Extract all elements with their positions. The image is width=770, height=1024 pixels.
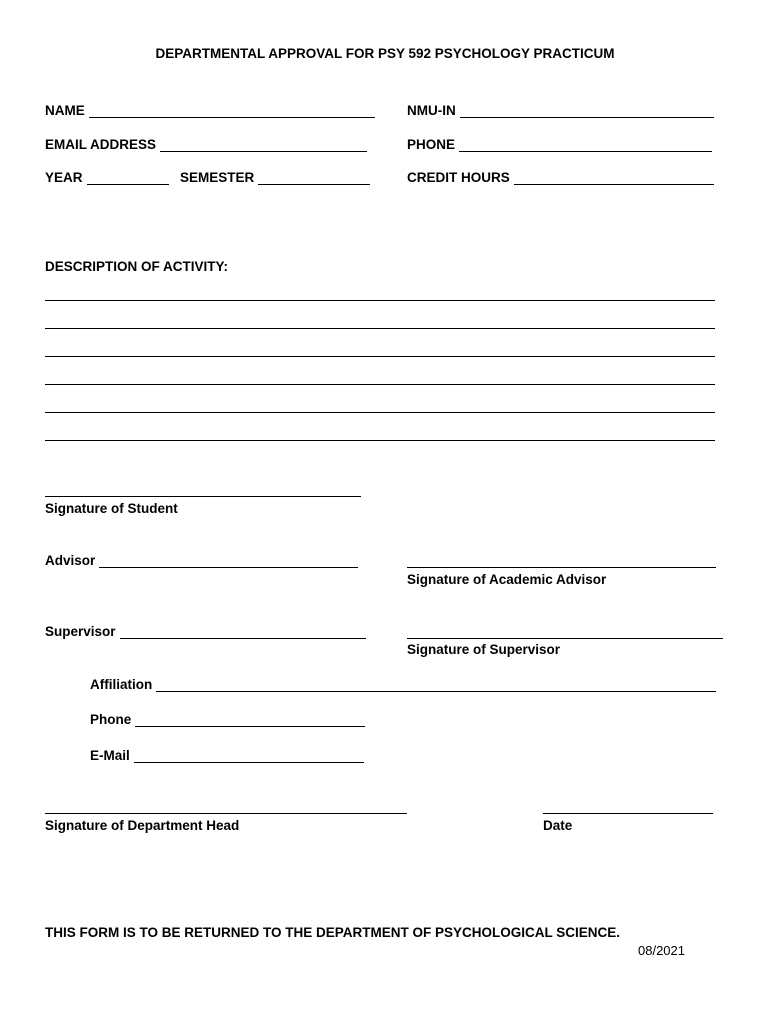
name-field-group [45,103,375,118]
description-line[interactable] [45,384,715,385]
affiliation-label: Affiliation [90,677,153,692]
supervisor-phone-label: Phone [90,712,132,727]
year-label: YEAR [45,170,83,185]
advisor-signature-line[interactable] [407,567,716,568]
advisor-input-line[interactable] [99,555,358,568]
semester-input-line[interactable] [258,172,370,185]
description-line[interactable] [45,328,715,329]
advisor-signature-label: Signature of Academic Advisor [407,572,607,587]
credit-hours-label: CREDIT HOURS [407,170,510,185]
supervisor-signature-line[interactable] [407,638,723,639]
supervisor-email-field-group [90,748,364,763]
email-field-group [45,137,367,152]
email-input-line[interactable] [160,139,367,152]
supervisor-field-group [45,624,366,639]
email-label: EMAIL ADDRESS [45,137,157,152]
credit-hours-input-line[interactable] [514,172,714,185]
nmu-in-input-line[interactable] [460,105,714,118]
supervisor-phone-field-group [90,712,365,727]
department-head-signature-line[interactable] [45,813,407,814]
date-line[interactable] [543,813,713,814]
supervisor-email-input-line[interactable] [134,750,364,763]
semester-field-group [180,170,370,185]
supervisor-phone-input-line[interactable] [135,714,365,727]
supervisor-signature-label: Signature of Supervisor [407,642,561,657]
affiliation-field-group [90,677,716,692]
supervisor-email-label: E-Mail [90,748,130,763]
name-label: NAME [45,103,85,118]
description-line[interactable] [45,440,715,441]
supervisor-input-line[interactable] [120,626,366,639]
semester-label: SEMESTER [180,170,255,185]
student-signature-label: Signature of Student [45,501,178,516]
description-line[interactable] [45,412,715,413]
nmu-in-label: NMU-IN [407,103,456,118]
credit-hours-field-group [407,170,714,185]
phone-label: PHONE [407,137,456,152]
name-input-line[interactable] [89,105,375,118]
description-line[interactable] [45,356,715,357]
footer-note: THIS FORM IS TO BE RETURNED TO THE DEPARTMENT OF PSYCHOLOGICAL SCIENCE. [45,925,621,940]
description-label: DESCRIPTION OF ACTIVITY: [45,259,229,274]
phone-field-group [407,137,712,152]
student-signature-line[interactable] [45,496,361,497]
date-label: Date [543,818,573,833]
phone-input-line[interactable] [459,139,712,152]
advisor-label: Advisor [45,553,96,568]
advisor-field-group [45,553,358,568]
description-line[interactable] [45,300,715,301]
nmu-in-field-group [407,103,714,118]
revision-date: 08/2021 [638,943,685,958]
year-field-group [45,170,169,185]
year-input-line[interactable] [87,172,169,185]
form-title: DEPARTMENTAL APPROVAL FOR PSY 592 PSYCHOLOGY PRACTICUM [155,46,615,61]
affiliation-input-line[interactable] [156,679,716,692]
supervisor-label: Supervisor [45,624,116,639]
department-head-signature-label: Signature of Department Head [45,818,240,833]
